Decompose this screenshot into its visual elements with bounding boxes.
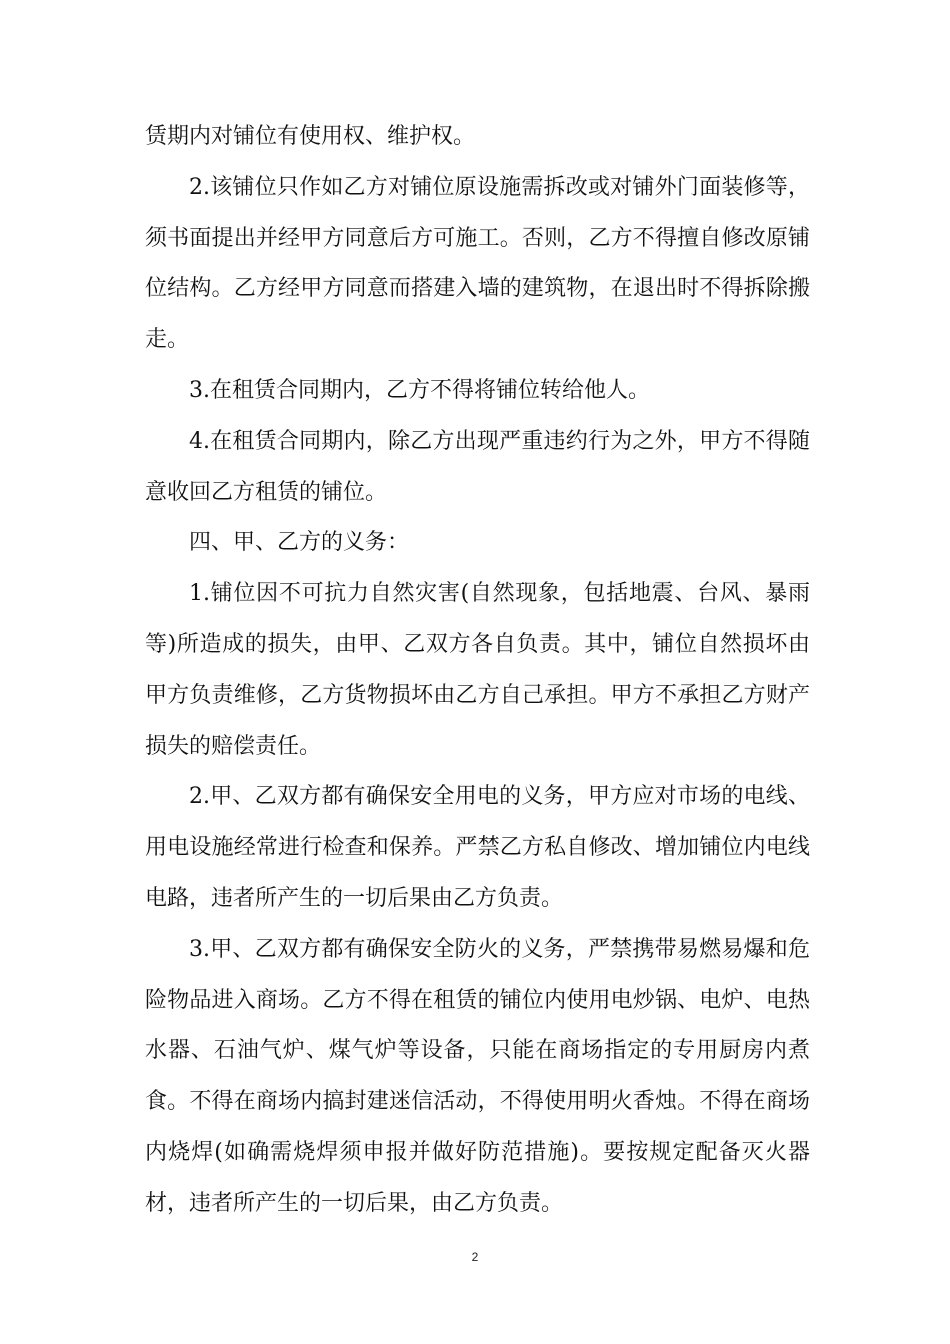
paragraph: 4.在租赁合同期内，除乙方出现严重违约行为之外，甲方不得随意收回乙方租赁的铺位。 xyxy=(145,428,810,505)
paragraph: 赁期内对铺位有使用权、维护权。 xyxy=(145,124,476,149)
paragraph: 2.甲、乙双方都有确保安全用电的义务，甲方应对市场的电线、用电设施经常进行检查和保养。严禁乙方私自修改、增加铺位内电线电路，违者所产生的一切后果由乙方负责。 xyxy=(145,784,810,911)
paragraph: 2.该铺位只作如乙方对铺位原设施需拆改或对铺外门面装修等，须书面提出并经甲方同意后方可施工。否则，乙方不得擅自修改原铺位结构。乙方经甲方同意而搭建入墙的建筑物，在退出时不得拆除搬走。 xyxy=(145,174,810,353)
paragraph: 3.在租赁合同期内，乙方不得将铺位转给他人。 xyxy=(189,377,650,403)
page-number: 2 xyxy=(471,1250,479,1264)
paragraph: 1.铺位因不可抗力自然灾害(自然现象，包括地震、台风、暴雨等)所造成的损失，由甲、乙双方各自负责。其中，铺位自然损坏由甲方负责维修，乙方货物损坏由乙方自己承担。甲方不承担乙方财产损失的赔偿责任。 xyxy=(145,581,810,759)
paragraph: 3.甲、乙双方都有确保安全防火的义务，严禁携带易燃易爆和危险物品进入商场。乙方不得在租赁的铺位内使用电炒锅、电炉、电热水器、石油气炉、煤气炉等设备，只能在商场指定的专用厨房内煮食。不得在商场内搞封建迷信活动，不得使用明火香烛。不得在商场内烧焊(如确需烧焊须申报并做好防范措施)。要按规定配备灭火器材，违者所产生的一切后果，由乙方负责。 xyxy=(145,936,810,1216)
document-body xyxy=(145,112,810,1230)
section-heading: 四、甲、乙方的义务： xyxy=(189,530,410,556)
